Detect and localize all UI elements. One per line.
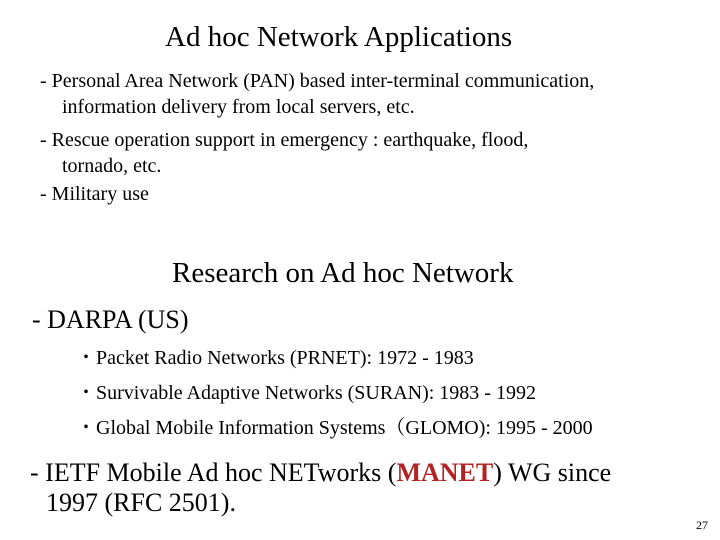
research-darpa-heading: - DARPA (US) [32, 305, 189, 334]
darpa-bullet-suran: ・Survivable Adaptive Networks (SURAN): 1983 - 1992 [76, 382, 536, 404]
research-ietf-line2: 1997 (RFC 2501). [46, 488, 236, 517]
application-item-rescue-line1: - Rescue operation support in emergency : earthquake, flood, [40, 129, 529, 151]
application-item-military: - Military use [40, 183, 149, 205]
ietf-prefix: - IETF Mobile Ad hoc NETworks ( [30, 458, 397, 487]
manet-highlight: MANET [396, 458, 494, 487]
darpa-bullet-prnet: ・Packet Radio Networks (PRNET): 1972 - 1983 [76, 347, 474, 369]
ietf-suffix: ) WG since [493, 458, 612, 487]
application-item-pan-line2: information delivery from local servers, etc. [62, 96, 415, 118]
slide-title-applications: Ad hoc Network Applications [165, 21, 513, 53]
darpa-bullet-glomo: ・Global Mobile Information Systems（GLOMO): 1995 - 2000 [76, 417, 593, 439]
application-item-pan-line1: - Personal Area Network (PAN) based inter-terminal communication, [40, 70, 595, 92]
page-number: 27 [696, 518, 708, 532]
slide-title-research: Research on Ad hoc Network [172, 257, 514, 289]
research-ietf-line1 [30, 457, 611, 489]
application-item-rescue-line2: tornado, etc. [62, 155, 162, 177]
